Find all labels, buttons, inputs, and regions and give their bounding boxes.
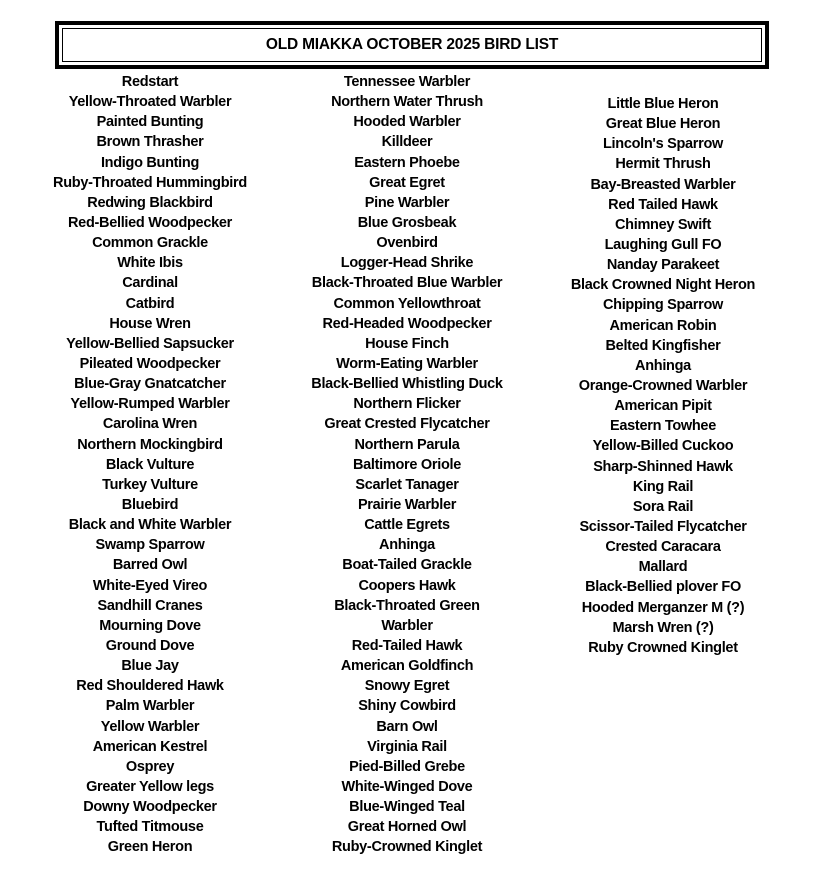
bird-column-1: [20, 72, 280, 857]
bird-list-item: House Wren: [109, 315, 191, 332]
bird-list-item: Nanday Parakeet: [606, 257, 720, 274]
bird-list-item: Northern Parula: [354, 436, 460, 453]
bird-list-item: American Goldfinch: [340, 658, 474, 675]
bird-list-item: Crested Caracara: [605, 539, 721, 556]
bird-list-item: Mallard: [638, 559, 688, 576]
bird-list-item: Blue-Gray Gnatcatcher: [74, 376, 226, 393]
bird-list-item: Orange-Crowned Warbler: [578, 377, 748, 394]
bird-list-item: Pine Warbler: [364, 194, 450, 211]
bird-list-item: Mourning Dove: [99, 617, 201, 634]
bird-list-item: Downy Woodpecker: [83, 799, 217, 816]
bird-list-item: Anhinga: [635, 357, 691, 374]
bird-list-item: Pied-Billed Grebe: [349, 758, 465, 775]
bird-list-item: White Ibis: [117, 255, 183, 272]
bird-list-item: Hooded Merganzer M (?): [581, 599, 745, 616]
bird-list-item: Ruby-Throated Hummingbird: [53, 174, 247, 191]
bird-list-item: Blue-Winged Teal: [349, 799, 465, 816]
bird-list-item: Red-Headed Woodpecker: [322, 315, 492, 332]
bird-list-item: Redwing Blackbird: [87, 194, 213, 211]
bird-list-item: Northern Water Thrush: [331, 94, 483, 111]
bird-list-item: Sora Rail: [632, 498, 694, 515]
bird-list-item: American Robin: [609, 317, 717, 334]
bird-list-item: Great Blue Heron: [605, 116, 721, 133]
bird-list-item: Logger-Head Shrike: [340, 255, 474, 272]
bird-list-item: Worm-Eating Warbler: [336, 355, 478, 372]
title-frame: [62, 28, 762, 62]
bird-list-item: Scissor-Tailed Flycatcher: [579, 518, 747, 535]
bird-list-item: Lincoln's Sparrow: [602, 136, 723, 153]
bird-list-item: Painted Bunting: [96, 114, 204, 131]
bird-list-item: Blue Jay: [121, 658, 179, 675]
bird-list-item: Barred Owl: [112, 557, 188, 574]
bird-list-item: Anhinga: [379, 537, 435, 554]
bird-list-item: Swamp Sparrow: [95, 537, 205, 554]
bird-list-item: Black-Throated Blue Warbler: [311, 275, 503, 292]
bird-list-item: Common Yellowthroat: [333, 295, 481, 312]
bird-list-item: Turkey Vulture: [102, 476, 198, 493]
bird-list-item: Shiny Cowbird: [358, 698, 456, 715]
bird-list-item: Bluebird: [121, 496, 179, 513]
bird-list-item: Coopers Hawk: [358, 577, 456, 594]
bird-list-item: Ground Dove: [105, 637, 195, 654]
bird-list-item: Eastern Phoebe: [354, 154, 460, 171]
bird-list-item: Yellow-Throated Warbler: [68, 94, 232, 111]
bird-list-item: Prairie Warbler: [357, 496, 457, 513]
bird-list-item: Sharp-Shinned Hawk: [593, 458, 733, 475]
bird-list-item: Blue Grosbeak: [357, 214, 457, 231]
bird-list-item: Bay-Breasted Warbler: [590, 176, 736, 193]
bird-list-item: Chipping Sparrow: [602, 297, 724, 314]
bird-list-item: Brown Thrasher: [96, 134, 204, 151]
bird-list-item: Black Vulture: [105, 456, 195, 473]
bird-list-item: Pileated Woodpecker: [79, 355, 221, 372]
bird-list-item: Warbler: [381, 617, 433, 634]
bird-list-item: House Finch: [365, 335, 449, 352]
bird-list-item: Hooded Warbler: [353, 114, 461, 131]
bird-list-item: Tennessee Warbler: [343, 74, 471, 90]
bird-list-item: Greater Yellow legs: [86, 778, 214, 795]
bird-list-item: Black-Bellied Whistling Duck: [311, 376, 503, 393]
bird-list-item: King Rail: [632, 478, 694, 495]
bird-list-item: Black Crowned Night Heron: [570, 277, 756, 294]
bird-list-item: Common Grackle: [92, 235, 208, 252]
bird-list-item: Great Crested Flycatcher: [324, 416, 490, 433]
bird-list-item: Snowy Egret: [364, 678, 450, 695]
page-title: OLD MIAKKA OCTOBER 2025 BIRD LIST: [265, 36, 559, 53]
bird-list-item: Northern Mockingbird: [77, 436, 223, 453]
bird-list-item: Catbird: [125, 295, 175, 312]
bird-list-item: Ruby-Crowned Kinglet: [331, 839, 483, 856]
bird-list-item: Osprey: [125, 758, 175, 775]
bird-list-item: Ruby Crowned Kinglet: [588, 639, 738, 656]
bird-list-item: Black-Throated Green: [334, 597, 480, 614]
bird-list-item: Green Heron: [107, 839, 193, 856]
bird-list-item: Yellow Warbler: [100, 718, 200, 735]
bird-list-item: Barn Owl: [376, 718, 438, 735]
bird-list-item: Eastern Towhee: [610, 418, 716, 435]
bird-list-item: Redstart: [121, 74, 179, 90]
bird-list-item: Marsh Wren (?): [612, 619, 714, 636]
bird-list-item: American Pipit: [614, 398, 712, 415]
bird-list-item: Little Blue Heron: [607, 96, 719, 112]
bird-list-item: American Kestrel: [92, 738, 208, 755]
title-box: [55, 21, 769, 69]
bird-list-item: Carolina Wren: [102, 416, 198, 433]
bird-list-item: Black and White Warbler: [68, 517, 232, 534]
bird-list-item: Cardinal: [122, 275, 178, 292]
bird-list-item: Red-Bellied Woodpecker: [68, 214, 232, 231]
bird-list-item: Great Horned Owl: [347, 819, 467, 836]
bird-list-item: Virginia Rail: [367, 738, 447, 755]
bird-list-item: Palm Warbler: [105, 698, 195, 715]
bird-list-item: Red-Tailed Hawk: [351, 637, 463, 654]
bird-list-item: Scarlet Tanager: [355, 476, 459, 493]
bird-list-item: Baltimore Oriole: [352, 456, 461, 473]
bird-list-item: Belted Kingfisher: [605, 337, 721, 354]
bird-list-item: Black-Bellied plover FO: [585, 579, 741, 596]
bird-list-item: Chimney Swift: [614, 216, 711, 233]
bird-column-2: [277, 72, 537, 857]
bird-list-item: Great Egret: [369, 174, 445, 191]
bird-list-item: Red Tailed Hawk: [608, 196, 718, 213]
bird-list-item: Killdeer: [381, 134, 433, 151]
bird-list-item: Indigo Bunting: [100, 154, 200, 171]
bird-list-item: Hermit Thrush: [615, 156, 711, 173]
bird-list-item: Northern Flicker: [353, 396, 461, 413]
bird-list-item: White-Winged Dove: [341, 778, 473, 795]
bird-list-item: Sandhill Cranes: [97, 597, 203, 614]
bird-list-item: Yellow-Rumped Warbler: [70, 396, 230, 413]
bird-list-item: Cattle Egrets: [364, 517, 450, 534]
bird-list-item: Boat-Tailed Grackle: [342, 557, 472, 574]
bird-list-item: White-Eyed Vireo: [92, 577, 208, 594]
bird-list-item: Laughing Gull FO: [604, 236, 722, 253]
bird-column-3: [533, 94, 793, 658]
bird-list-item: Yellow-Billed Cuckoo: [592, 438, 734, 455]
bird-list-item: Tufted Titmouse: [96, 819, 204, 836]
bird-list-item: Yellow-Bellied Sapsucker: [66, 335, 234, 352]
bird-list-item: Ovenbird: [376, 235, 438, 252]
bird-list-item: Red Shouldered Hawk: [76, 678, 224, 695]
